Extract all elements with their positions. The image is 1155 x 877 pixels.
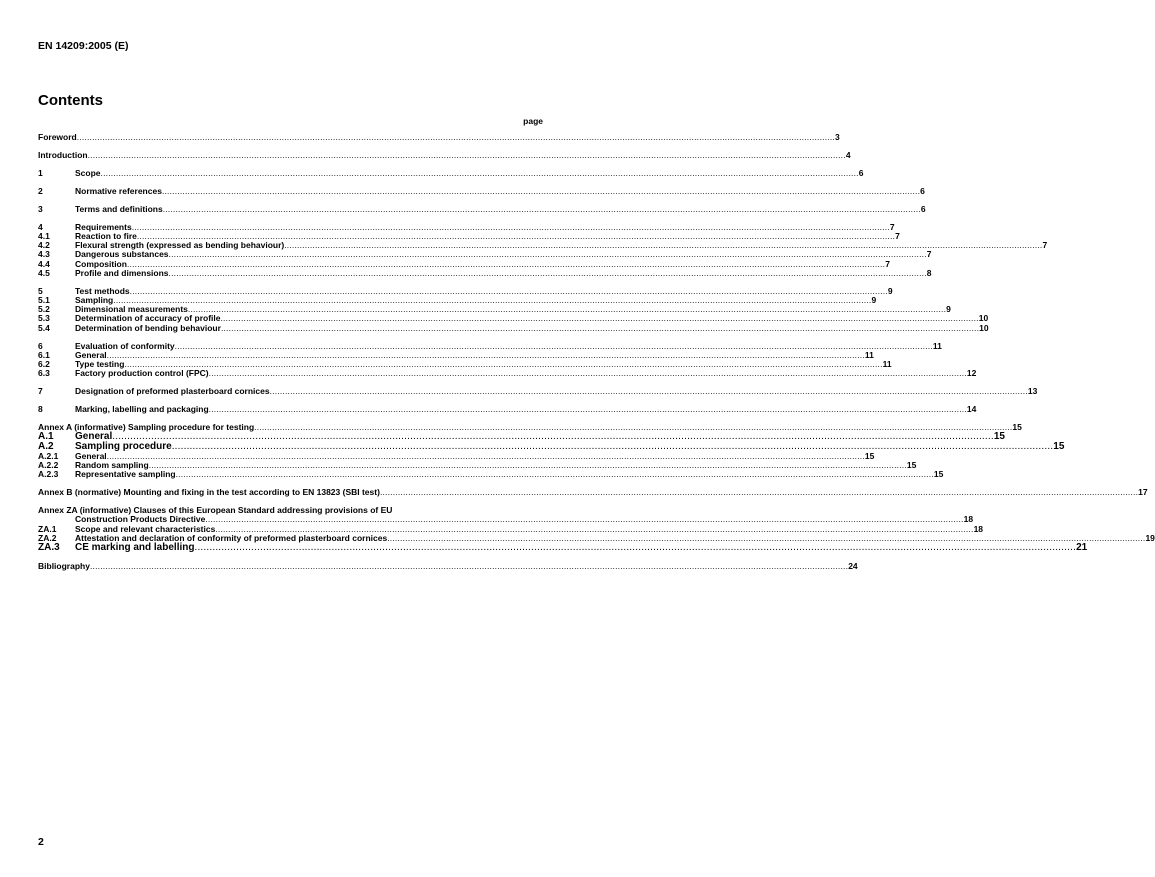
toc-entry-title: Annex A (informative) Sampling procedure for testing [38, 422, 255, 433]
toc-entry-page: 9 [887, 285, 893, 296]
toc-entry-number: A.1 [38, 431, 54, 443]
toc-entry-title: Marking, labelling and packaging [75, 404, 209, 415]
toc-entry-number: 6.2 [38, 358, 50, 369]
toc-entry-page: 7 [885, 258, 890, 269]
toc-entry-number: 2 [38, 185, 43, 196]
toc-entry-page: 15 [906, 460, 917, 471]
toc-entry-title: Introduction [38, 149, 88, 160]
toc-entry-title: Requirements [75, 221, 132, 232]
toc-entry-number: A.2.2 [38, 460, 59, 471]
toc-entry[interactable] [38, 404, 977, 415]
toc-annex-za-entries [38, 523, 1155, 553]
toc-leader-dots [380, 488, 1138, 497]
toc-entry-number: 5.1 [38, 295, 50, 306]
toc-entry-page: 15 [864, 450, 875, 461]
toc-entry[interactable] [38, 149, 851, 160]
toc-entry[interactable] [38, 487, 1148, 498]
toc-entry-title: Factory production control (FPC) [75, 368, 209, 379]
toc-entry-page: 10 [978, 313, 989, 324]
toc-entry-number: 6.3 [38, 368, 50, 379]
toc-entry-number: A.2.1 [38, 450, 59, 461]
toc-entry-title: Random sampling [75, 460, 149, 471]
toc-entry-number: 5 [38, 285, 43, 296]
toc-entry-number: ZA.2 [38, 532, 57, 543]
toc-entry-page: 18 [963, 514, 974, 525]
toc-entry[interactable] [38, 185, 925, 196]
toc-entry-title: Annex ZA (informative) Clauses of this European Standard addressing provisions of EU [38, 505, 393, 516]
toc-entry-title: Designation of preformed plasterboard cornices [75, 386, 270, 397]
toc-entry-page: 12 [966, 368, 977, 379]
toc-entry-number: 4.3 [38, 249, 50, 260]
toc-entry-title: Evaluation of conformity [75, 340, 175, 351]
toc-entry-number: ZA.1 [38, 523, 57, 534]
toc-entry-number: 1 [38, 167, 43, 178]
toc-entry[interactable] [38, 167, 864, 178]
toc-leader-dots [101, 169, 859, 178]
toc-entry-title: Scope and relevant characteristics [75, 523, 216, 534]
toc-entry-title: Bibliography [38, 560, 90, 571]
toc-entry-number: 8 [38, 404, 43, 415]
toc-leader-dots [90, 562, 848, 571]
toc-entry-page: 9 [871, 295, 877, 306]
toc-leader-dots [77, 133, 835, 142]
toc-entry-number: 4.1 [38, 231, 50, 242]
standard-header: EN 14209:2005 (E) [38, 40, 129, 52]
toc-entry-number: 6 [38, 340, 43, 351]
toc-entry[interactable] [38, 132, 840, 142]
toc-entry[interactable] [38, 203, 926, 214]
toc-leader-dots [221, 324, 979, 333]
toc-entry-page: 13 [1027, 386, 1038, 397]
toc-entry-title: Determination of bending behaviour [75, 322, 221, 333]
page-column-label: page [523, 116, 543, 126]
toc-leader-dots [169, 269, 927, 278]
toc-entry-page: 4 [845, 149, 851, 160]
toc-entry-annex-za[interactable] [38, 505, 974, 525]
toc-entry-title: Determination of accuracy of profile [75, 313, 221, 324]
toc-entry-page: 7 [889, 221, 895, 232]
toc-entry-number: 5.4 [38, 322, 50, 333]
toc-entry-title: Sampling procedure [75, 441, 172, 453]
table-of-contents [38, 132, 1155, 571]
toc-entry-page: 8 [926, 267, 932, 278]
toc-entry-title: General [75, 349, 107, 360]
toc-entry-page: 6 [858, 167, 864, 178]
toc-entry[interactable] [38, 386, 1038, 397]
toc-entry-page: 10 [979, 322, 989, 333]
toc-entry-bibliography[interactable] [38, 560, 858, 571]
toc-leader-dots [163, 205, 921, 214]
toc-entry-title: Flexural strength (expressed as bending behaviour) [75, 240, 285, 251]
toc-entry-page: 11 [932, 340, 942, 351]
toc-entry-number: 4.2 [38, 240, 50, 251]
toc-entry-title: Profile and dimensions [75, 267, 169, 278]
toc-entry-number: 6.1 [38, 349, 50, 360]
toc-entry-title: Representative sampling [75, 469, 176, 480]
toc-entry[interactable] [38, 541, 1088, 553]
toc-entry-number: 4.5 [38, 267, 50, 278]
toc-entry-page: 21 [1076, 541, 1088, 553]
toc-entry-title: Scope [75, 167, 101, 178]
toc-leader-dots [88, 151, 846, 160]
toc-entry-page: 15 [933, 469, 944, 480]
toc-entry-title: Type testing [75, 358, 125, 369]
toc-entry-title-continued: Construction Products Directive [75, 514, 206, 525]
toc-entry-title: Composition [75, 258, 127, 269]
toc-entry-number: 5.3 [38, 313, 50, 324]
toc-entry-page: 18 [973, 523, 984, 534]
toc-main-entries [38, 132, 1148, 498]
toc-entry-number: A.2 [38, 441, 54, 453]
toc-entry-title: Sampling [75, 295, 114, 306]
toc-entry-page: 15 [1053, 441, 1065, 453]
toc-entry-page: 11 [864, 349, 874, 360]
toc-entry-page: 7 [1042, 240, 1048, 251]
toc-entry-title: Terms and definitions [75, 203, 163, 214]
toc-entry-page: 7 [895, 231, 900, 242]
toc-leader-dots [176, 470, 934, 479]
toc-entry-page: 24 [848, 560, 858, 571]
toc-entry-number: A.2.3 [38, 469, 59, 480]
toc-entry-number: 4.4 [38, 258, 50, 269]
toc-entry-page: 14 [966, 404, 977, 415]
toc-leader-dots [209, 405, 967, 414]
toc-entry-title: Test methods [75, 285, 130, 296]
toc-entry-number: 7 [38, 386, 43, 397]
toc-entry[interactable] [38, 368, 977, 379]
toc-entry-title: Annex B (normative) Mounting and fixing in the test according to EN 13823 (SBI test) [38, 487, 380, 498]
toc-leader-dots [209, 369, 967, 378]
toc-entry-title: General [75, 431, 113, 443]
toc-entry[interactable] [38, 322, 989, 333]
toc-entry-title: General [75, 450, 107, 461]
page-title: Contents [38, 92, 103, 109]
toc-entry-page: 6 [920, 185, 925, 196]
toc-entry[interactable] [38, 267, 932, 278]
toc-entry-number: ZA.3 [38, 541, 60, 553]
toc-entry-page: 6 [920, 203, 926, 214]
toc-entry-number: 5.2 [38, 304, 50, 315]
toc-entry-number: 4 [38, 221, 43, 232]
footer-page-number: 2 [38, 836, 44, 848]
toc-entry-page: 7 [926, 249, 932, 260]
toc-entry-page: 19 [1145, 532, 1155, 543]
toc-leader-dots [270, 387, 1028, 396]
toc-entry-title: CE marking and labelling [75, 541, 195, 553]
toc-entry-title: Normative references [75, 185, 162, 196]
toc-entry-number: 3 [38, 203, 43, 214]
toc-entry-page: 9 [946, 304, 951, 315]
toc-entry-page: 3 [834, 132, 840, 142]
toc-entry-page: 17 [1138, 487, 1148, 498]
toc-entry-title: Reaction to fire [75, 231, 137, 242]
toc-entry-page: 11 [882, 358, 892, 369]
toc-entry-title: Attestation and declaration of conformity of preformed plasterboard cornices [75, 532, 388, 543]
toc-leader-dots [194, 543, 1076, 553]
toc-entry-title: Dimensional measurements [75, 304, 188, 315]
toc-leader-dots [162, 187, 920, 196]
toc-entry-page: 15 [1012, 422, 1022, 433]
toc-entry-page: 15 [993, 431, 1005, 443]
toc-entry[interactable] [38, 469, 944, 480]
toc-entry-title: Dangerous substances [75, 249, 169, 260]
toc-entry-title: Foreword [38, 132, 77, 142]
